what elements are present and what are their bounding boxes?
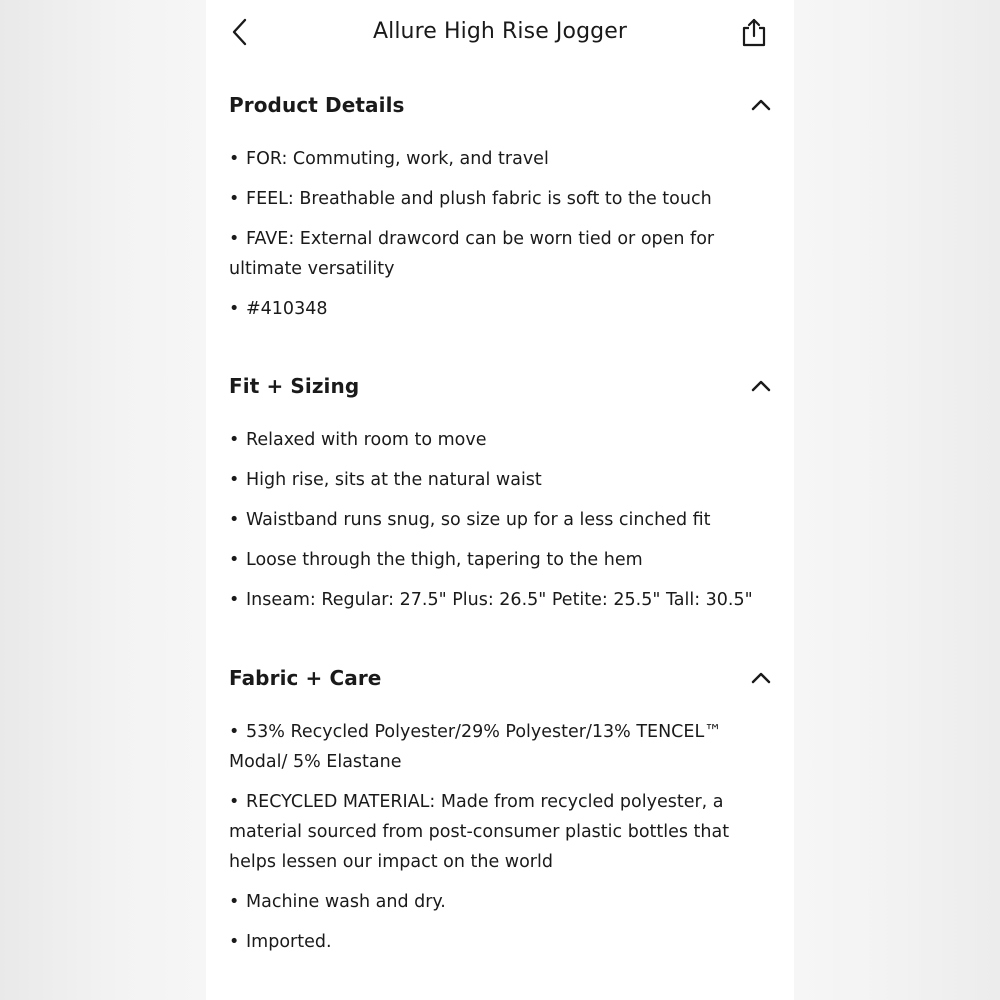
bullet: • — [229, 932, 240, 952]
list-item-text: RECYCLED MATERIAL: Made from recycled polyester, a material sourced from post-consumer plastic bottles that helps lessen our impact on the world — [229, 792, 730, 872]
section-header-product-details[interactable] — [229, 88, 772, 122]
section-header-fit-sizing[interactable] — [229, 369, 772, 403]
share-button[interactable] — [738, 14, 770, 50]
bullet: • — [229, 470, 240, 490]
list-item — [229, 224, 772, 284]
list-item — [229, 294, 772, 324]
chevron-up-icon[interactable] — [750, 375, 772, 397]
bullet: • — [229, 892, 240, 912]
list-item — [229, 545, 772, 575]
section-product-details — [229, 88, 772, 334]
bullet: • — [229, 430, 240, 450]
bullet: • — [229, 510, 240, 530]
product-details-list — [229, 144, 772, 324]
section-title: Product Details — [229, 93, 405, 117]
fit-sizing-list — [229, 425, 772, 615]
bullet: • — [229, 550, 240, 570]
list-item-text: Waistband runs snug, so size up for a less cinched fit — [246, 510, 711, 530]
list-item — [229, 144, 772, 174]
list-item-text: Loose through the thigh, tapering to the hem — [246, 550, 643, 570]
list-item — [229, 505, 772, 535]
list-item — [229, 465, 772, 495]
list-item-text: FOR: Commuting, work, and travel — [246, 149, 549, 169]
list-item — [229, 887, 772, 917]
list-item-text: Imported. — [246, 932, 332, 952]
list-item-text: Inseam: Regular: 27.5" Plus: 26.5" Petite: 25.5" Tall: 30.5" — [246, 590, 753, 610]
fabric-care-list — [229, 717, 772, 957]
section-header-fabric-care[interactable] — [229, 661, 772, 695]
list-item — [229, 787, 772, 877]
chevron-left-icon — [231, 18, 249, 46]
bullet: • — [229, 722, 240, 742]
chevron-up-icon[interactable] — [750, 667, 772, 689]
bullet: • — [229, 189, 240, 209]
list-item-text: Machine wash and dry. — [246, 892, 446, 912]
bullet: • — [229, 792, 240, 812]
section-title: Fit + Sizing — [229, 374, 360, 398]
share-icon — [741, 17, 767, 47]
chevron-up-icon[interactable] — [750, 94, 772, 116]
section-title: Fabric + Care — [229, 666, 382, 690]
top-navigation-bar — [206, 0, 794, 64]
list-item-text: #410348 — [246, 299, 328, 319]
list-item-text: Relaxed with room to move — [246, 430, 487, 450]
list-item-text: High rise, sits at the natural waist — [246, 470, 542, 490]
list-item — [229, 184, 772, 214]
list-item — [229, 927, 772, 957]
page-title: Allure High Rise Jogger — [372, 19, 627, 44]
product-info-screen — [206, 0, 794, 1000]
bullet: • — [229, 149, 240, 169]
bullet: • — [229, 229, 240, 249]
list-item — [229, 717, 772, 777]
bullet: • — [229, 299, 240, 319]
section-fit-sizing — [229, 369, 772, 625]
list-item-text: FAVE: External drawcord can be worn tied or open for ultimate versatility — [229, 229, 715, 279]
bullet: • — [229, 590, 240, 610]
list-item-text: FEEL: Breathable and plush fabric is soft to the touch — [246, 189, 712, 209]
list-item-text: 53% Recycled Polyester/29% Polyester/13% TENCEL™ Modal/ 5% Elastane — [229, 722, 722, 772]
back-button[interactable] — [224, 14, 256, 50]
list-item — [229, 425, 772, 455]
section-fabric-care — [229, 661, 772, 967]
list-item — [229, 585, 772, 615]
